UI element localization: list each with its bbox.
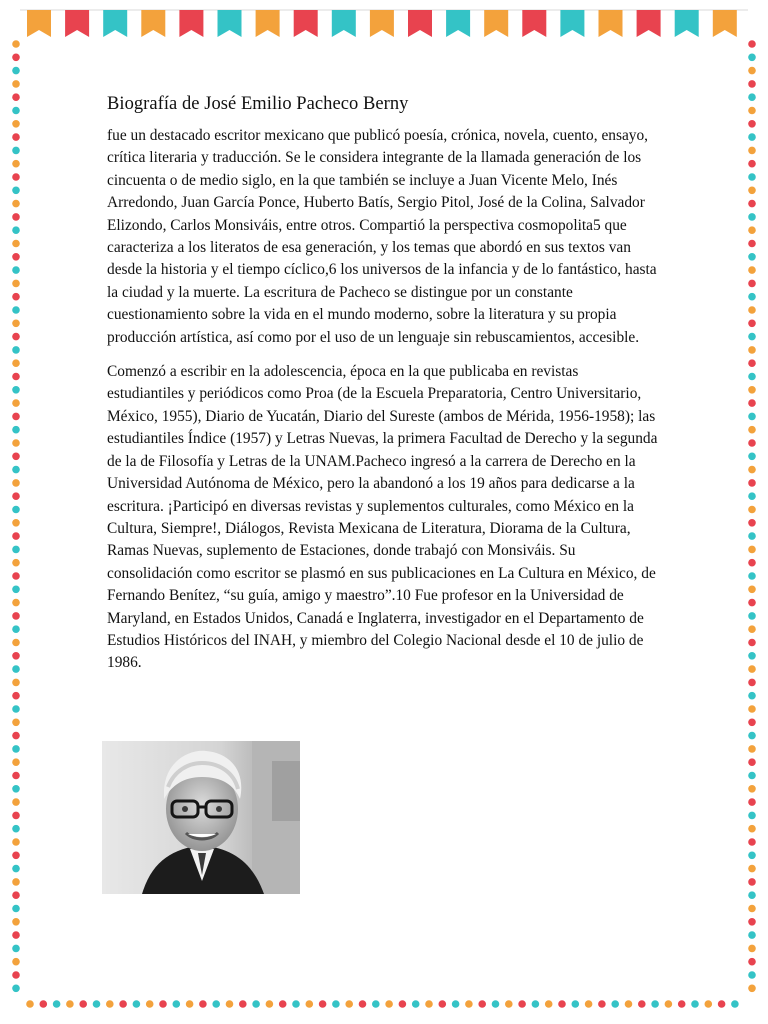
border-dot: [106, 1000, 114, 1008]
border-dot: [306, 1000, 314, 1008]
border-dot: [12, 147, 20, 155]
border-dot: [12, 625, 20, 633]
border-dot: [12, 852, 20, 860]
border-dot: [748, 519, 756, 527]
border-dot: [186, 1000, 194, 1008]
border-dot: [638, 1000, 646, 1008]
border-dot: [611, 1000, 619, 1008]
border-dot: [748, 559, 756, 567]
border-dot: [12, 346, 20, 354]
border-dot: [748, 665, 756, 673]
border-dot: [133, 1000, 141, 1008]
border-dot: [748, 266, 756, 274]
border-dot: [748, 852, 756, 860]
border-dot: [572, 1000, 580, 1008]
border-dot: [748, 758, 756, 766]
border-dot: [748, 705, 756, 713]
border-dot: [748, 293, 756, 301]
border-dot: [12, 785, 20, 793]
border-dot: [12, 878, 20, 886]
border-dot: [748, 745, 756, 753]
border-dot: [292, 1000, 300, 1008]
border-dot: [691, 1000, 699, 1008]
border-dot: [748, 532, 756, 540]
border-dot: [748, 945, 756, 953]
border-dot: [465, 1000, 473, 1008]
border-dot: [12, 280, 20, 288]
border-dot: [748, 373, 756, 381]
border-dot: [332, 1000, 340, 1008]
border-dot: [705, 1000, 713, 1008]
border-dot: [12, 519, 20, 527]
border-dot: [748, 240, 756, 248]
border-dot: [748, 399, 756, 407]
border-dot: [252, 1000, 260, 1008]
border-dot: [598, 1000, 606, 1008]
border-dot: [748, 506, 756, 514]
border-dot: [12, 612, 20, 620]
border-dot: [478, 1000, 486, 1008]
border-dot: [748, 453, 756, 461]
border-dot: [12, 891, 20, 899]
border-dot: [625, 1000, 633, 1008]
border-dot: [492, 1000, 500, 1008]
border-dot: [12, 639, 20, 647]
border-dot: [12, 320, 20, 328]
border-dot: [12, 253, 20, 261]
paragraph-career: Comenzó a escribir en la adolescencia, época en la que publicaba en revistas estudiantiles y periódicos como Proa (de la Escuela Preparatoria, Centro Universitario, México, 1955), Diario de Yucatán, Diario del Sureste (ambos de Mérida, 1956-1958); las estudiantiles Índice (1957) y Letras Nuevas, la primera Facultad de Derecho y la segunda de la de Filosofía y Letras de la UNAM.Pacheco ingresó a la carrera de Derecho en la Universidad Autónoma de México, pero la abandonó a los 19 años para dedicarse a la escritura. ¡Participó en diversas revistas y suplementos culturales, como México en la Cultura, Siempre!, Diálogos, Revista Mexicana de Literatura, Diorama de la Cultura, Ramas Nuevas, suplemento de Estaciones, donde trabajó con Monsiváis. Su consolidación como escritor se plasmó en sus publicaciones en La Cultura en México, de Fernando Benítez, “su guía, amigo y maestro”.10 Fue profesor en la Universidad de Maryland, en Estados Unidos, Canadá e Inglaterra, investigador en el Departamento de Estudios Históricos del INAH, y miembro del Colegio Nacional desde el 10 de julio de 1986.: [107, 363, 658, 672]
border-dot: [12, 413, 20, 421]
border-dot: [748, 120, 756, 128]
border-dot: [53, 1000, 61, 1008]
border-dot: [748, 253, 756, 261]
border-dot: [748, 798, 756, 806]
border-dot: [12, 758, 20, 766]
border-dot: [199, 1000, 207, 1008]
border-dot: [748, 812, 756, 820]
author-portrait: [102, 741, 300, 894]
border-dot: [748, 40, 756, 48]
border-dot: [748, 958, 756, 966]
border-dot: [12, 133, 20, 141]
border-dot: [12, 93, 20, 101]
border-dot: [748, 971, 756, 979]
border-dot: [40, 1000, 48, 1008]
border-dot: [12, 226, 20, 234]
border-dot: [12, 745, 20, 753]
border-dot: [748, 572, 756, 580]
paragraph-intro: fue un destacado escritor mexicano que publicó poesía, crónica, novela, cuento, ensayo, crítica literaria y traducción. Se le considera integrante de la llamada generación de los cincuenta o de medio siglo, en la que también se incluye a Juan Vicente Melo, Inés Arredondo, Juan García Ponce, Huberto Batís, Sergio Pitol, José de la Colina, Salvador Elizondo, Carlos Monsiváis, entre otros. Compartió la perspectiva cosmopolita5 que caracteriza a los literatos de esa generación, y los temas que abordó en sus textos van desde la historia y el tiempo cíclico,6 los universos de la infancia y de lo fantástico, hasta la ciudad y la muerte. La escritura de Pacheco se distingue por un constante cuestionamiento sobre la vida en el mundo moderno, sobre la literatura y su propia producción artística, así como por el uso de un lenguaje sin rebuscamientos, accesible.: [107, 127, 657, 346]
border-dot: [12, 732, 20, 740]
border-dot: [12, 971, 20, 979]
border-dot: [12, 373, 20, 381]
border-dot: [119, 1000, 127, 1008]
border-dot: [748, 93, 756, 101]
border-dot: [748, 772, 756, 780]
border-dot: [12, 945, 20, 953]
border-dot: [279, 1000, 287, 1008]
border-dot: [66, 1000, 74, 1008]
border-dot: [12, 586, 20, 594]
border-dot: [12, 399, 20, 407]
border-dot: [12, 386, 20, 394]
border-dot: [748, 226, 756, 234]
border-dot: [748, 639, 756, 647]
border-dot: [159, 1000, 167, 1008]
border-dot: [452, 1000, 460, 1008]
border-dot: [748, 200, 756, 208]
border-dot: [12, 865, 20, 873]
border-dot: [12, 985, 20, 993]
border-dot: [748, 838, 756, 846]
border-dot: [12, 918, 20, 926]
document-body: [107, 92, 659, 687]
border-dot: [748, 586, 756, 594]
border-dot: [12, 559, 20, 567]
border-dot: [748, 280, 756, 288]
border-dot: [748, 719, 756, 727]
page-title: Biografía de José Emilio Pacheco Berny: [107, 94, 409, 114]
border-dot: [748, 320, 756, 328]
border-dot: [266, 1000, 274, 1008]
border-dot: [12, 54, 20, 62]
border-dot: [748, 825, 756, 833]
border-dot: [748, 479, 756, 487]
border-dot: [12, 838, 20, 846]
border-dot: [12, 532, 20, 540]
border-dot: [93, 1000, 101, 1008]
border-dot: [505, 1000, 513, 1008]
border-dot: [345, 1000, 353, 1008]
border-dot: [79, 1000, 87, 1008]
border-dot: [173, 1000, 181, 1008]
border-dot: [748, 931, 756, 939]
border-dot: [651, 1000, 659, 1008]
border-dot: [12, 359, 20, 367]
border-dot: [748, 133, 756, 141]
border-dot: [12, 665, 20, 673]
border-dot: [748, 785, 756, 793]
border-dot: [12, 492, 20, 500]
border-dot: [748, 546, 756, 554]
border-dot: [146, 1000, 154, 1008]
border-dot: [748, 599, 756, 607]
border-dot: [212, 1000, 220, 1008]
border-dot: [748, 652, 756, 660]
border-dot: [12, 958, 20, 966]
border-dot: [12, 453, 20, 461]
border-dot: [545, 1000, 553, 1008]
border-dot: [748, 492, 756, 500]
border-dot: [425, 1000, 433, 1008]
border-dot: [518, 1000, 526, 1008]
border-dot: [239, 1000, 247, 1008]
border-dot: [385, 1000, 393, 1008]
border-dot: [12, 599, 20, 607]
border-dot: [12, 333, 20, 341]
border-dot: [12, 905, 20, 913]
border-dot: [12, 120, 20, 128]
border-dot: [226, 1000, 234, 1008]
border-dot: [748, 333, 756, 341]
border-dot: [748, 359, 756, 367]
border-dot: [12, 213, 20, 221]
border-dot: [748, 905, 756, 913]
border-dot: [748, 147, 756, 155]
border-dot: [12, 240, 20, 248]
border-dot: [678, 1000, 686, 1008]
border-dot: [12, 466, 20, 474]
border-dot: [12, 160, 20, 168]
border-dot: [748, 213, 756, 221]
border-dot: [12, 40, 20, 48]
border-dot: [359, 1000, 367, 1008]
border-dot: [12, 692, 20, 700]
border-dot: [748, 612, 756, 620]
border-dot: [12, 772, 20, 780]
border-dot: [12, 80, 20, 88]
border-dot: [748, 878, 756, 886]
border-dot: [12, 652, 20, 660]
border-dot: [12, 426, 20, 434]
border-dot: [12, 931, 20, 939]
border-dot: [12, 825, 20, 833]
border-dot: [748, 865, 756, 873]
border-dot: [12, 173, 20, 181]
border-dot: [12, 439, 20, 447]
border-dot: [748, 918, 756, 926]
border-dot: [748, 346, 756, 354]
border-dot: [748, 466, 756, 474]
border-dot: [12, 293, 20, 301]
border-dot: [748, 985, 756, 993]
border-dot: [12, 187, 20, 195]
border-dot: [12, 200, 20, 208]
border-dot: [748, 439, 756, 447]
border-dot: [748, 160, 756, 168]
border-dot: [748, 732, 756, 740]
border-dot: [748, 173, 756, 181]
border-dot: [12, 798, 20, 806]
border-dot: [585, 1000, 593, 1008]
border-dot: [12, 705, 20, 713]
border-dot: [12, 506, 20, 514]
border-dot: [12, 67, 20, 75]
border-dot: [439, 1000, 447, 1008]
border-dot: [748, 426, 756, 434]
border-dot: [412, 1000, 420, 1008]
border-dot: [748, 107, 756, 115]
border-dot: [748, 692, 756, 700]
border-dot: [748, 891, 756, 899]
border-dot: [12, 306, 20, 314]
border-dot: [731, 1000, 739, 1008]
border-dot: [748, 67, 756, 75]
border-dot: [748, 187, 756, 195]
border-dot: [748, 80, 756, 88]
border-dot: [748, 679, 756, 687]
border-dot: [748, 413, 756, 421]
border-dot: [748, 54, 756, 62]
border-dot: [532, 1000, 540, 1008]
border-dot: [748, 625, 756, 633]
border-dot: [748, 386, 756, 394]
border-dot: [718, 1000, 726, 1008]
border-dot: [372, 1000, 380, 1008]
border-dot: [665, 1000, 673, 1008]
border-dot: [748, 306, 756, 314]
border-dot: [12, 266, 20, 274]
border-dot: [12, 546, 20, 554]
border-dot: [12, 572, 20, 580]
border-dot: [26, 1000, 34, 1008]
border-dot: [12, 679, 20, 687]
border-dot: [399, 1000, 407, 1008]
border-dot: [12, 107, 20, 115]
border-dot: [558, 1000, 566, 1008]
border-dot: [12, 479, 20, 487]
border-dot: [319, 1000, 327, 1008]
border-dot: [12, 812, 20, 820]
border-dot: [12, 719, 20, 727]
